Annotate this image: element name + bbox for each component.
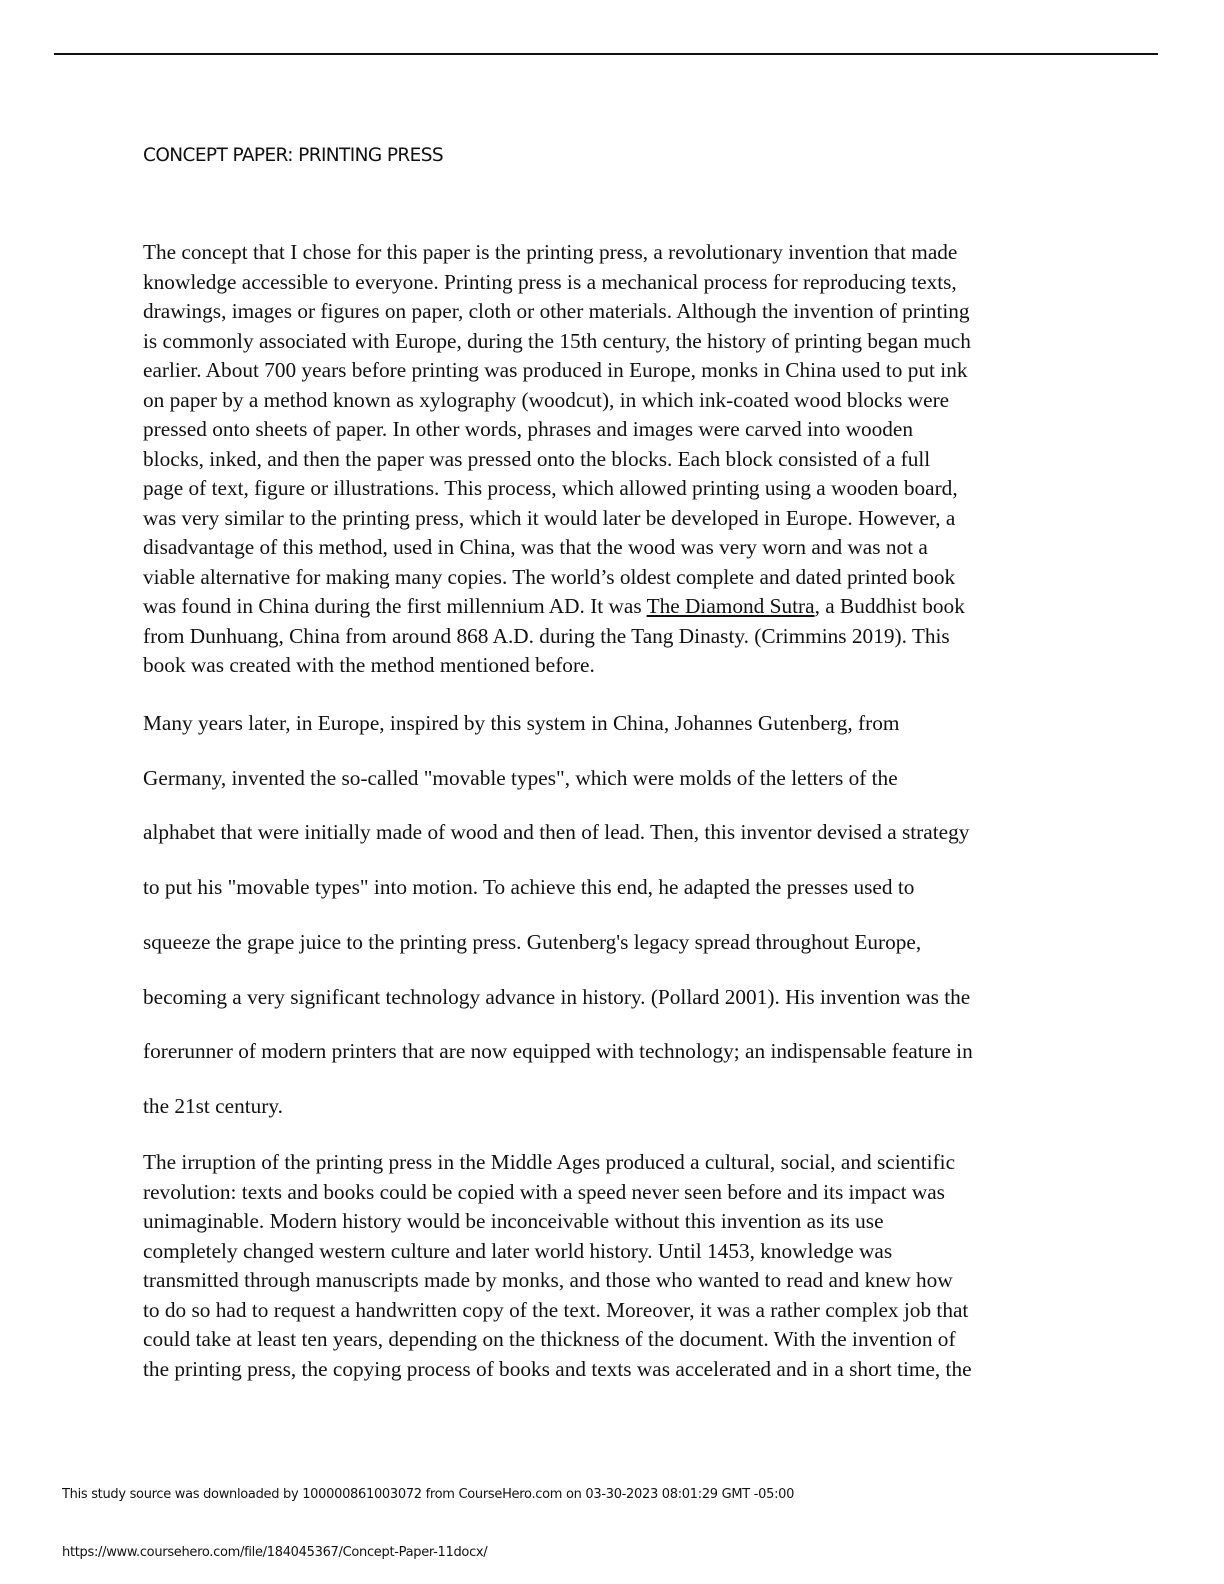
text-line: viable alternative for making many copies. The world’s oldest complete and dated printed book	[143, 564, 956, 589]
text-line: transmitted through manuscripts made by monks, and those who wanted to read and knew how	[143, 1268, 953, 1292]
header-rule	[54, 53, 1158, 55]
text-line: unimaginable. Modern history would be inconceivable without this invention as its use	[143, 1209, 884, 1233]
text-line: revolution: texts and books could be copied with a speed never seen before and its impact was	[143, 1179, 945, 1204]
text-line: to do so had to request a handwritten copy of the text. Moreover, it was a rather complex job that	[143, 1297, 969, 1322]
page-title: CONCEPT PAPER: PRINTING PRESS	[143, 145, 444, 166]
text-line: disadvantage of this method, used in China, was that the wood was very worn and was not a	[143, 535, 928, 559]
text-line: the 21st century.	[143, 1093, 283, 1118]
text-line: alphabet that were initially made of wood and then of lead. Then, this inventor devised a strategy	[143, 820, 970, 845]
text-line: on paper by a method known as xylography (woodcut), in which ink-coated wood blocks were	[143, 387, 950, 412]
paragraph-2	[143, 696, 1083, 1134]
source-url: https://www.coursehero.com/file/184045367/Concept-Paper-11docx/	[62, 1545, 488, 1560]
text-line: book was created with the method mentioned before.	[143, 653, 595, 677]
text-line: to put his "movable types" into motion. To achieve this end, he adapted the presses used to	[143, 875, 915, 900]
text-line	[143, 592, 1083, 622]
text-line: from Dunhuang, China from around 868 A.D. during the Tang Dinasty. (Crimmins 2019). This	[143, 623, 950, 648]
text-segment: , a Buddhist book	[814, 594, 965, 618]
download-notice: This study source was downloaded by 100000861003072 from CourseHero.com on 03-30-2023 08:01:29 GMT -05:00	[62, 1487, 795, 1502]
text-line: Many years later, in Europe, inspired by this system in China, Johannes Gutenberg, from	[143, 711, 900, 735]
text-line: knowledge accessible to everyone. Printing press is a mechanical process for reproducing texts,	[143, 269, 957, 294]
text-line: blocks, inked, and then the paper was pressed onto the blocks. Each block consisted of a full	[143, 446, 931, 471]
text-line: squeeze the grape juice to the printing press. Gutenberg's legacy spread throughout Europe,	[143, 929, 922, 954]
text-line: The irruption of the printing press in the Middle Ages produced a cultural, social, and scientific	[143, 1150, 956, 1174]
text-line: The concept that I chose for this paper is the printing press, a revolutionary invention that made	[143, 240, 958, 264]
text-line: forerunner of modern printers that are now equipped with technology; an indispensable feature in	[143, 1039, 973, 1064]
text-line: drawings, images or figures on paper, cloth or other materials. Although the invention of printing	[143, 299, 970, 323]
paragraph-1	[143, 238, 1083, 681]
text-line: earlier. About 700 years before printing was produced in Europe, monks in China used to put ink	[143, 358, 968, 382]
text-line: the printing press, the copying process of books and texts was accelerated and in a short time, the	[143, 1356, 972, 1381]
text-line: could take at least ten years, depending on the thickness of the document. With the invention of	[143, 1327, 956, 1351]
text-line: was very similar to the printing press, which it would later be developed in Europe. However, a	[143, 505, 956, 530]
diamond-sutra-title: The Diamond Sutra	[646, 594, 815, 618]
text-line: pressed onto sheets of paper. In other words, phrases and images were carved into wooden	[143, 417, 914, 441]
text-line: Germany, invented the so-called "movable types", which were molds of the letters of the	[143, 765, 898, 790]
paragraph-3	[143, 1148, 1083, 1384]
text-line: page of text, figure or illustrations. This process, which allowed printing using a wooden board,	[143, 476, 958, 500]
text-line: is commonly associated with Europe, during the 15th century, the history of printing began much	[143, 328, 971, 353]
text-segment: was found in China during the first millennium AD. It was	[143, 594, 647, 618]
text-line: becoming a very significant technology advance in history. (Pollard 2001). His invention was the	[143, 984, 971, 1009]
text-line: completely changed western culture and later world history. Until 1453, knowledge was	[143, 1238, 893, 1263]
